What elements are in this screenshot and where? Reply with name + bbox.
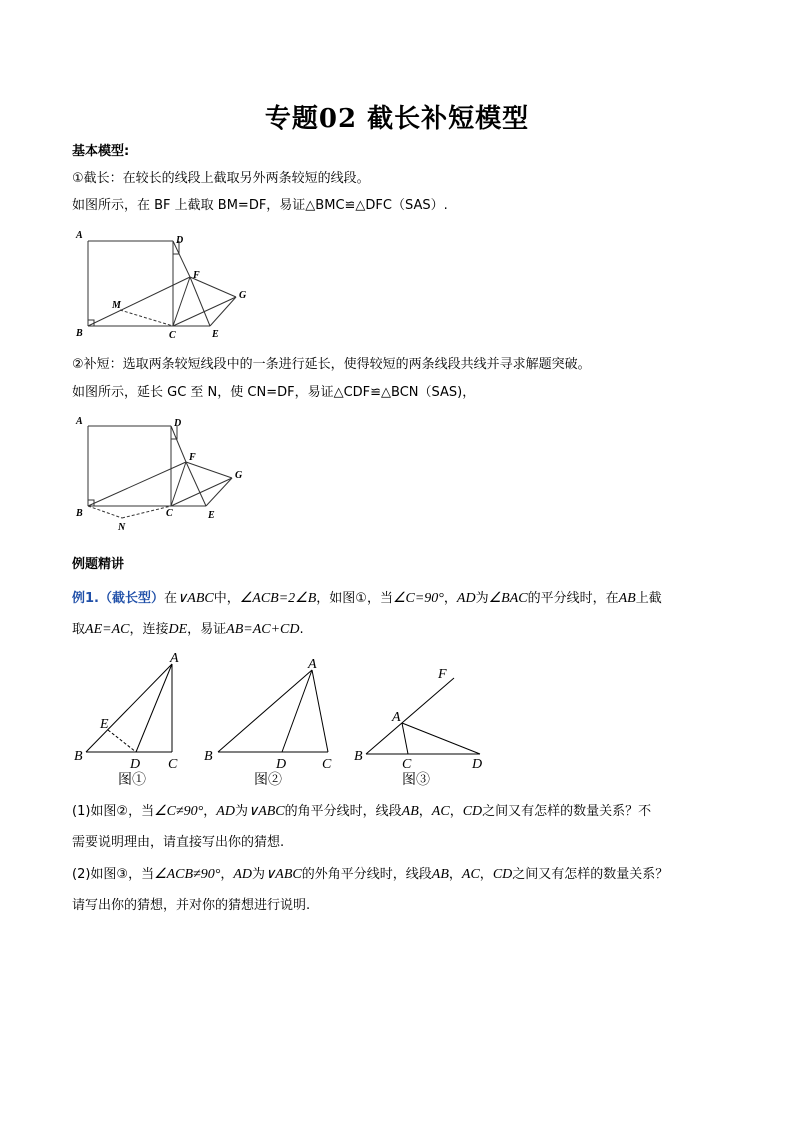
ex1-text: ，易证 (187, 622, 227, 637)
item1-text: ①截长：在较长的线段上截取另外两条较短的线段。 (72, 171, 370, 186)
tri1-label-c: C (168, 757, 178, 772)
q1-text: ， (418, 804, 432, 819)
ex1-math: AB=AC+CD (226, 622, 300, 637)
figure-triangles (68, 648, 508, 790)
fig1-label-e: E (212, 329, 219, 340)
q2-math: AB (431, 867, 449, 882)
q1-text: 为 (234, 804, 248, 819)
ex1-math: AB (618, 591, 636, 606)
q2-math: AD (233, 867, 253, 882)
q1-text: 之间又有怎样的数量关系？不 (482, 804, 652, 819)
ex1-text: 的平分线时，在 (527, 591, 619, 606)
q1-math: AC (431, 804, 450, 819)
ex1-text: ① (355, 591, 367, 606)
example-heading: 例题精讲 (72, 557, 125, 572)
fig1-label-f: F (193, 270, 200, 281)
tri3-label-d: D (472, 757, 483, 772)
tri1-label-e: E (100, 717, 109, 732)
caption-1: 图① (118, 773, 146, 788)
ex1-text: ，如图 (316, 591, 356, 606)
q1-text: 的角平分线时，线段 (284, 804, 402, 819)
tri1-label-a: A (170, 651, 179, 666)
q1-text: ， (203, 804, 217, 819)
fig1-label-m: M (112, 300, 121, 311)
q2-text: (2)如图③，当 (72, 867, 155, 882)
q1-text: (1)如图②，当 (72, 804, 155, 819)
question1-line1 (72, 803, 651, 821)
ex1-math: ∠BAC (488, 591, 528, 606)
q1-math: ∨ABC (247, 804, 285, 819)
ex1-text: 为 (475, 591, 489, 606)
q2-text: ， (220, 867, 234, 882)
example-tag: （截长型） (98, 591, 164, 606)
q2-math: ∨ABC (265, 867, 302, 882)
caption-3: 图③ (402, 773, 430, 788)
example1-line1 (72, 590, 662, 608)
example-number: 例1. (72, 591, 99, 606)
fig2-label-e: E (208, 510, 215, 521)
ex1-math: DE (168, 622, 188, 637)
item2-text: ②补短：选取两条较短线段中的一条进行延长，使得较短的两条线段共线并寻求解题突破。 (72, 357, 591, 372)
basic-model-heading: 基本模型: (72, 144, 130, 159)
ex1-math: ∠C=90° (392, 591, 444, 606)
tri2-label-b: B (204, 749, 213, 764)
ex1-text: . (299, 622, 304, 637)
caption-2: 图② (254, 773, 282, 788)
tri2-label-a: A (308, 657, 317, 672)
q2-text: 之间又有怎样的数量关系？ (512, 867, 669, 882)
q1-math: AD (216, 804, 235, 819)
ex1-math: ∨ABC (177, 591, 214, 606)
ex1-math: AD (456, 591, 476, 606)
fig2-label-b: B (76, 508, 83, 519)
fig2-label-f: F (189, 452, 196, 463)
tri1-label-d: D (130, 757, 141, 772)
page-title: 专题02 截长补短模型 (264, 104, 530, 134)
tri1-label-b: B (74, 749, 83, 764)
q1-text: ， (449, 804, 463, 819)
q1-math: CD (462, 804, 483, 819)
fig2-label-d: D (174, 418, 182, 429)
tri2-label-d: D (276, 757, 287, 772)
q2-text: 为 (252, 867, 266, 882)
q2-text: ， (448, 867, 462, 882)
fig1-label-b: B (76, 328, 83, 339)
figure-jiechang (72, 226, 262, 344)
tri3-label-f: F (438, 667, 447, 682)
tri3-label-b: B (354, 749, 363, 764)
question2-line1 (72, 866, 668, 884)
fig1-label-d: D (176, 235, 184, 246)
figure-buduan (72, 412, 262, 534)
ex1-text: 中， (213, 591, 240, 606)
ex1-text: ， (443, 591, 457, 606)
ex1-text: 上截 (635, 591, 662, 606)
fig1-label-c: C (169, 330, 176, 341)
fig1-label-a: A (76, 230, 83, 241)
ex1-math: ∠ACB=2∠B (239, 591, 317, 606)
question2-line2: 请写出你的猜想，并对你的猜想进行说明. (72, 898, 311, 913)
fig1-label-g: G (239, 290, 247, 301)
item2-desc: 如图所示，延长 GC 至 N，使 CN=DF，易证△CDF≌△BCN（SAS)， (72, 385, 476, 400)
example1-line2 (72, 621, 304, 639)
q2-text: 的外角平分线时，线段 (301, 867, 432, 882)
ex1-math: AE=AC (85, 622, 130, 637)
q2-text: ， (479, 867, 493, 882)
ex1-text: 取 (72, 622, 86, 637)
fig2-label-a: A (76, 416, 83, 427)
tri2-label-c: C (322, 757, 332, 772)
q2-math: ∠ACB≠90° (154, 867, 221, 882)
q2-math: CD (492, 867, 513, 882)
q2-math: AC (461, 867, 480, 882)
fig2-label-c: C (166, 508, 173, 519)
q1-math: AB (401, 804, 419, 819)
fig2-label-g: G (235, 470, 243, 481)
fig2-label-n: N (118, 522, 126, 533)
ex1-text: 在 (164, 591, 178, 606)
tri3-label-c: C (402, 757, 412, 772)
ex1-text: ，连接 (129, 622, 169, 637)
ex1-text: ，当 (366, 591, 393, 606)
question1-line2: 需要说明理由，请直接写出你的猜想. (72, 835, 285, 850)
tri3-label-a: A (392, 710, 401, 725)
item1-desc: 如图所示，在 BF 上截取 BM=DF，易证△BMC≌△DFC（SAS）. (72, 198, 448, 213)
q1-math: ∠C≠90° (154, 804, 204, 819)
